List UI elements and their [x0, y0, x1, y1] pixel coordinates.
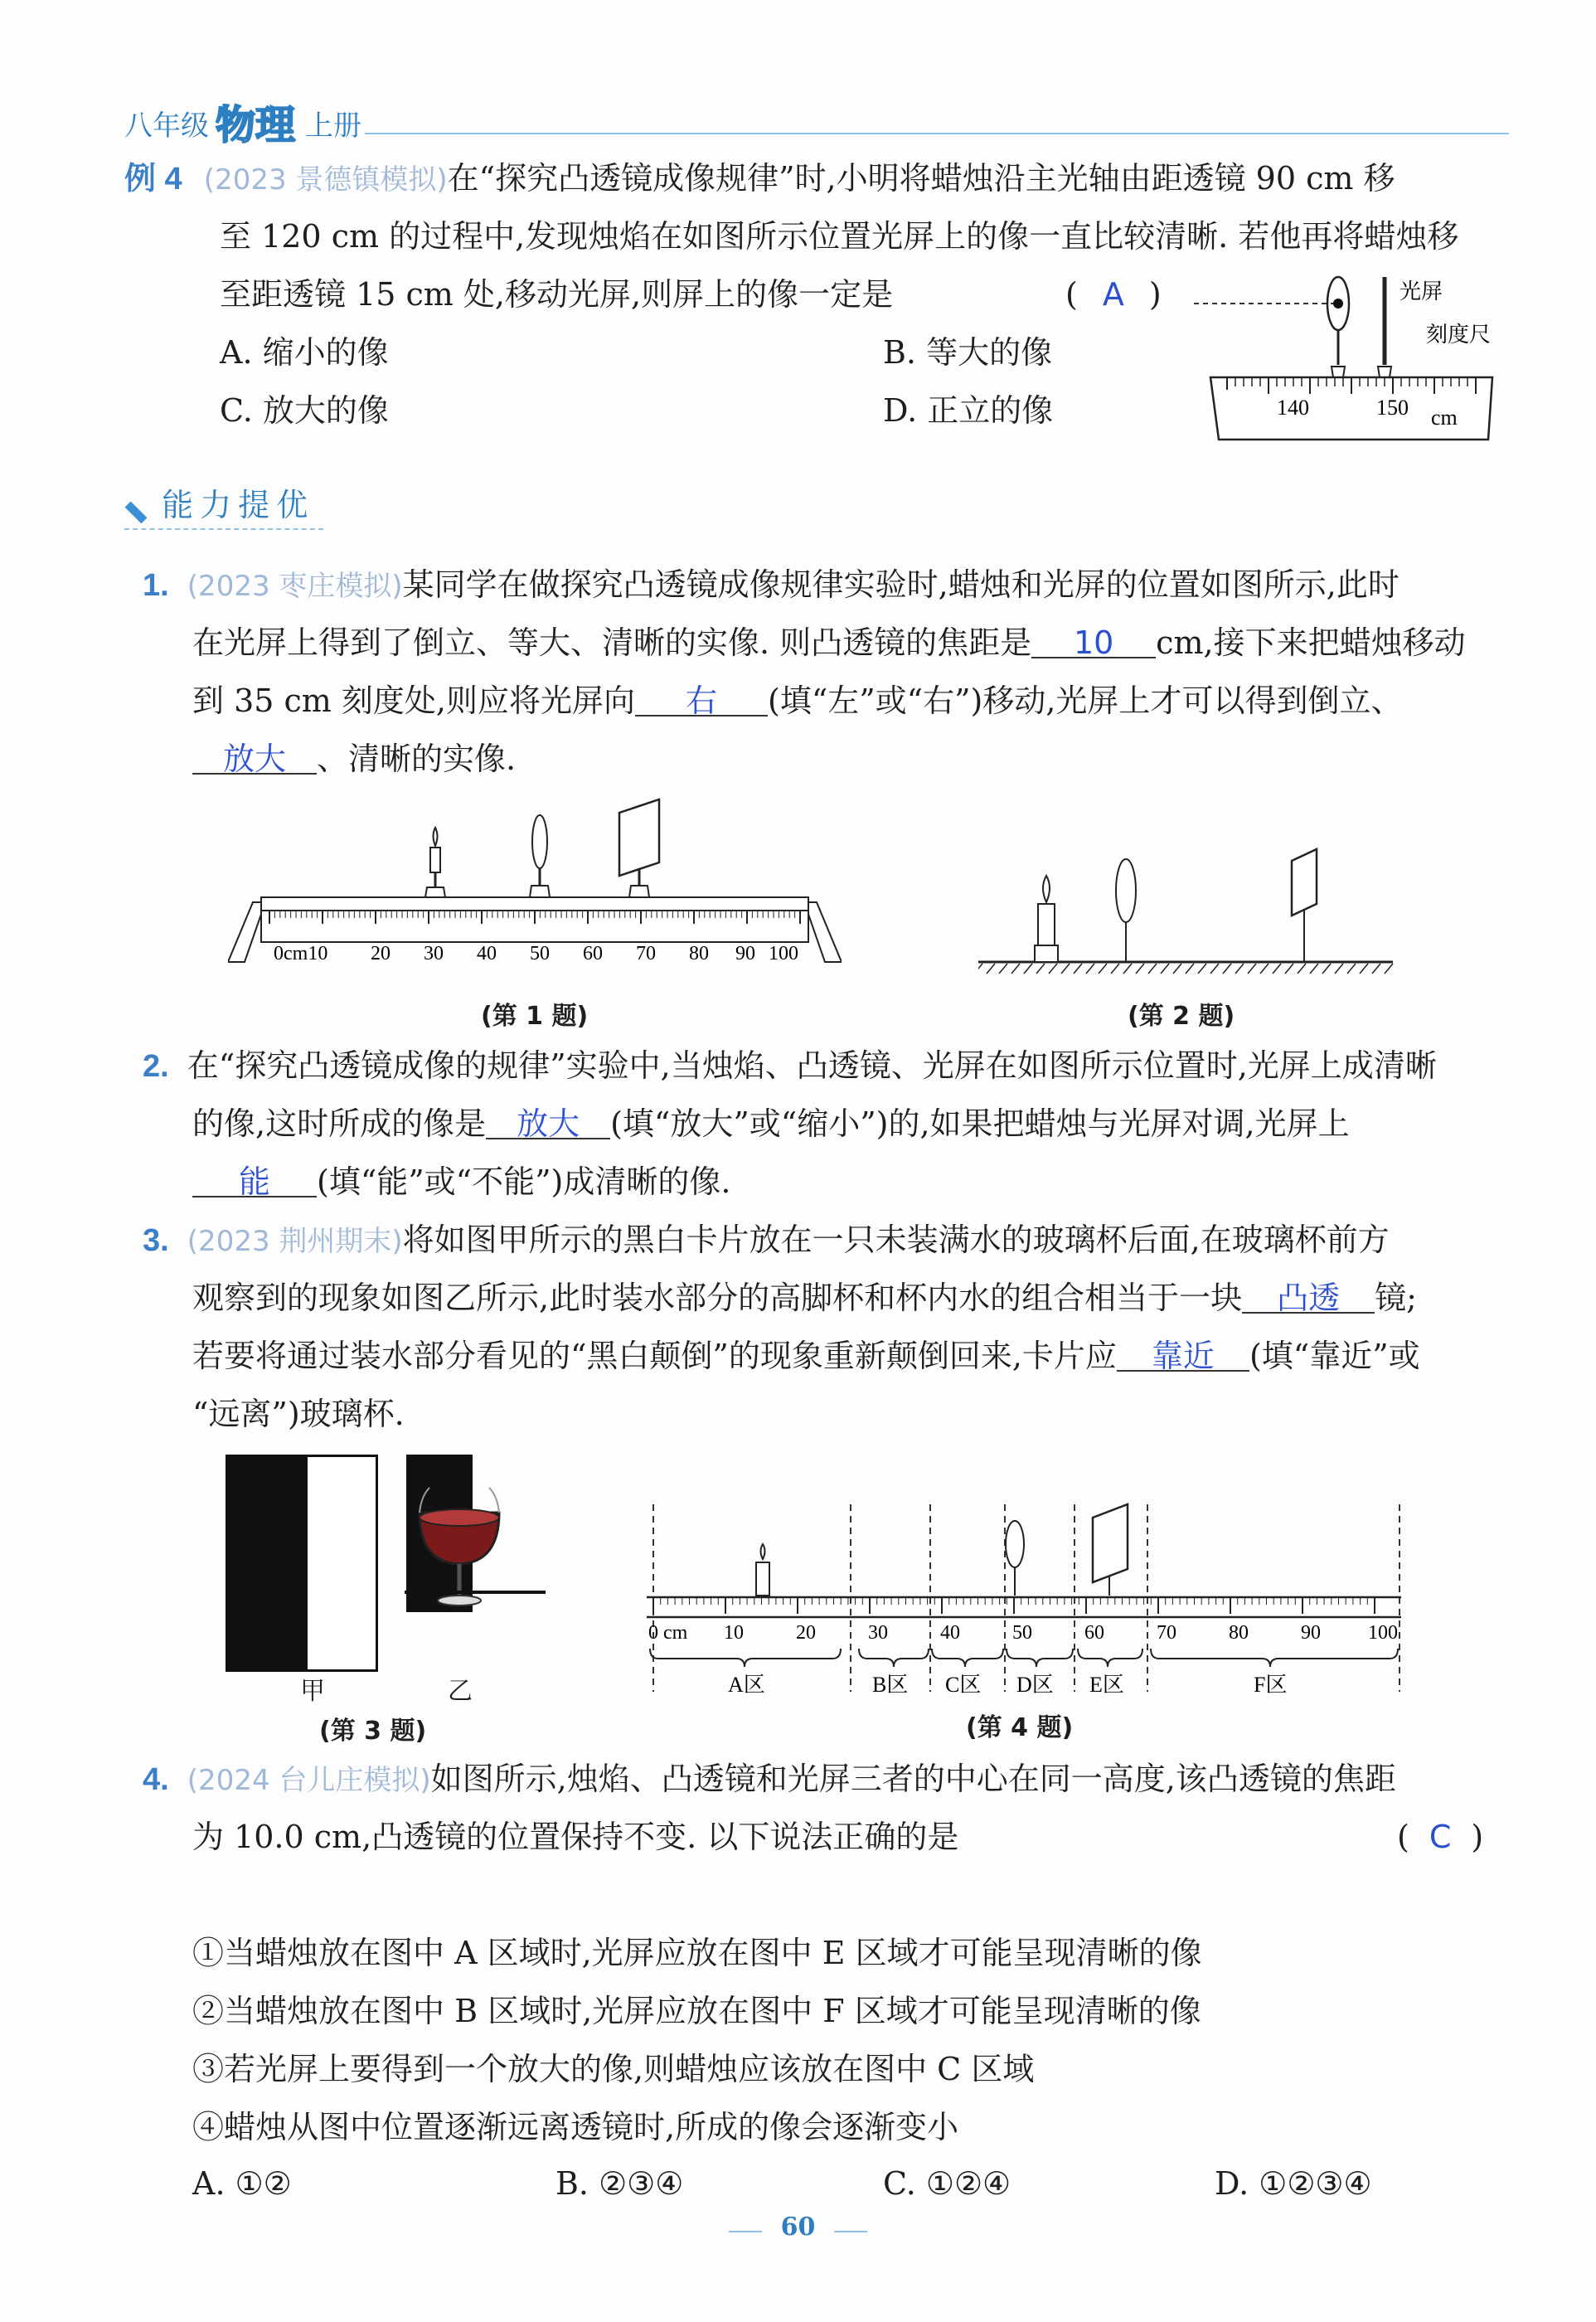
screen-icon: [1292, 849, 1317, 962]
q1-tick: 20: [371, 943, 391, 964]
example4-line2: 至 120 cm 的过程中,发现烛焰在如图所示位置光屏上的像一直比较清晰. 若他再将蜡烛移: [220, 218, 1459, 255]
q4-caption: (第 4 题): [966, 1713, 1074, 1742]
q4-option-b: B. ②③④: [555, 2165, 684, 2202]
q2-text2a: 的像,这时所成的像是: [192, 1105, 487, 1142]
q4-option-c: C. ①②④: [883, 2165, 1011, 2202]
q4-tick: 50: [1012, 1622, 1032, 1644]
q1-tick: 90: [735, 943, 755, 964]
header-subject: 物理: [216, 102, 296, 148]
example4-line1: [124, 160, 1395, 197]
q1-number: 1.: [143, 568, 169, 603]
q2-text2b: (填“放大”或“缩小”)的,如果把蜡烛与光屏对调,光屏上: [610, 1105, 1350, 1142]
q3-line1: [143, 1224, 1390, 1257]
q1-tick: 50: [530, 943, 550, 964]
q1-text1: 某同学在做探究凸透镜成像规律实验时,蜡烛和光屏的位置如图所示,此时: [402, 566, 1400, 603]
lens-icon: [1006, 1521, 1024, 1596]
section-underline: [124, 528, 323, 530]
q3-caption: (第 3 题): [319, 1717, 427, 1746]
q2-line3: [192, 1163, 731, 1200]
q4-line1: [143, 1763, 1396, 1796]
q4-tick: 30: [868, 1622, 888, 1644]
example4-text1: 在“探究凸透镜成像规律”时,小明将蜡烛沿主光轴由距透镜 90 cm 移: [447, 160, 1395, 197]
q1-blank-3: 放大: [192, 745, 317, 775]
q3-line4: “远离”)玻璃杯.: [192, 1396, 405, 1432]
q1-text2b: cm,接下来把蜡烛移动: [1156, 624, 1466, 661]
example4-source: (2023 景德镇模拟): [203, 163, 448, 197]
q4-answer: C: [1429, 1819, 1452, 1855]
candle-icon: [425, 828, 445, 897]
q3-line2: [192, 1282, 1417, 1314]
q1-line2: [192, 624, 1466, 661]
example4-tick-140: 140: [1277, 396, 1309, 420]
q4-tick: 60: [1084, 1622, 1104, 1644]
q1-text3b: (填“左”或“右”)移动,光屏上才可以得到倒立、: [768, 683, 1403, 719]
q4-text1: 如图所示,烛焰、凸透镜和光屏三者的中心在同一高度,该凸透镜的焦距: [430, 1761, 1396, 1797]
page-number: 60: [780, 2213, 816, 2242]
q3-text2b: 镜;: [1375, 1280, 1417, 1316]
page-header: [124, 93, 1509, 148]
page-footer: [0, 2213, 1596, 2242]
glass-scene: [405, 1455, 546, 1612]
header-volume: 上册: [305, 109, 361, 143]
candle-icon: [756, 1544, 769, 1596]
q4-zone-label: D区: [1016, 1673, 1054, 1697]
q3-text3a: 若要将通过装水部分看见的“黑白颠倒”的现象重新颠倒回来,卡片应: [192, 1338, 1117, 1374]
q1-line4: [192, 743, 516, 775]
q2-figure: [978, 838, 1409, 979]
q4-option-a: A. ①②: [192, 2165, 292, 2202]
header-grade: 八年级: [124, 109, 209, 143]
section-header: [124, 479, 323, 530]
q4-answer-box: ( C ): [1397, 1819, 1484, 1855]
example4-option-c: C. 放大的像: [220, 392, 389, 429]
example4-figure: [1186, 265, 1501, 448]
q1-text4b: 、清晰的实像.: [317, 741, 517, 777]
q2-line2: [192, 1105, 1350, 1142]
q2-blank-2: 能: [192, 1168, 317, 1197]
q4-option-d: D. ①②③④: [1215, 2165, 1372, 2202]
q1-source: (2023 枣庄模拟): [187, 570, 403, 603]
q2-line1: [143, 1047, 1437, 1084]
q1-blank-2: 右: [635, 687, 768, 717]
q4-figure: [638, 1493, 1418, 1708]
q1-tick: 70: [636, 943, 656, 964]
example4-tick-150: 150: [1376, 396, 1409, 420]
q2-caption: (第 2 题): [1128, 1002, 1235, 1031]
screen-icon: [1093, 1504, 1128, 1596]
q4-tick: 90: [1301, 1622, 1321, 1644]
q2-blank-1: 放大: [486, 1110, 610, 1139]
q4-tick: 0 cm: [648, 1622, 688, 1644]
header-rule: [365, 133, 1509, 134]
pencil-icon: [125, 501, 148, 523]
ground-hatch: [978, 964, 1393, 974]
q3-fig-b-label: 乙: [448, 1677, 473, 1706]
lens-icon: [1116, 859, 1136, 962]
q2-text3b: (填“能”或“不能”)成清晰的像.: [317, 1163, 731, 1200]
q1-tick: 40: [477, 943, 497, 964]
q2-number: 2.: [143, 1049, 169, 1084]
q3-blank-2: 靠近: [1117, 1342, 1249, 1372]
q4-zone-label: B区: [872, 1673, 909, 1697]
q3-number: 3.: [143, 1223, 169, 1258]
example4-option-b: B. 等大的像: [883, 334, 1053, 371]
q4-zone-label: F区: [1254, 1673, 1288, 1697]
example4-unit: cm: [1431, 406, 1458, 430]
q4-zone-label: E区: [1089, 1673, 1124, 1697]
q1-caption: (第 1 题): [481, 1002, 589, 1031]
example4-answer-box: ( A ): [1065, 276, 1162, 313]
q1-tick: 80: [689, 943, 709, 964]
q4-statement-1: ①当蜡烛放在图中 A 区域时,光屏应放在图中 E 区域才可能呈现清晰的像: [192, 1935, 1202, 1971]
q1-text2a: 在光屏上得到了倒立、等大、清晰的实像. 则凸透镜的焦距是: [192, 624, 1032, 661]
q4-line2: 为 10.0 cm,凸透镜的位置保持不变. 以下说法正确的是: [192, 1819, 959, 1855]
q4-tick: 20: [796, 1622, 816, 1644]
q4-source: (2024 台儿庄模拟): [187, 1764, 431, 1797]
q1-figure: [228, 796, 842, 979]
q3-figure: [224, 1453, 555, 1706]
q3-text3b: (填“靠近”或: [1249, 1338, 1420, 1374]
black-white-card: [226, 1455, 378, 1672]
q1-tick: 100: [769, 943, 798, 964]
q3-source: (2023 荆州期末): [187, 1225, 403, 1258]
example4-ruler-label: 刻度尺: [1426, 323, 1492, 347]
q4-statement-4: ④蜡烛从图中位置逐渐远离透镜时,所成的像会逐渐变小: [192, 2109, 959, 2145]
q3-line3: [192, 1340, 1420, 1372]
q1-tick: 60: [583, 943, 603, 964]
q4-tick: 100: [1368, 1622, 1398, 1644]
example4-option-d: D. 正立的像: [883, 392, 1054, 429]
q4-tick: 80: [1229, 1622, 1249, 1644]
q1-tick: 0cm10: [274, 943, 328, 964]
q3-text2a: 观察到的现象如图乙所示,此时装水部分的高脚杯和杯内水的组合相当于一块: [192, 1280, 1243, 1316]
example4-line3: 至距透镜 15 cm 处,移动光屏,则屏上的像一定是: [220, 276, 894, 313]
q4-ruler-ticks: [653, 1597, 1375, 1614]
q4-statement-3: ③若光屏上要得到一个放大的像,则蜡烛应该放在图中 C 区域: [192, 2051, 1035, 2087]
example4-answer: A: [1102, 276, 1124, 313]
candle-icon: [1035, 876, 1058, 962]
q1-tick: 30: [424, 943, 444, 964]
lens-icon: [530, 815, 550, 897]
q1-line3: [192, 685, 1402, 717]
q3-fig-a-label: 甲: [300, 1677, 325, 1706]
q3-text1: 将如图甲所示的黑白卡片放在一只未装满水的玻璃杯后面,在玻璃杯前方: [402, 1222, 1390, 1258]
q4-zone-label: C区: [945, 1673, 982, 1697]
q4-number: 4.: [143, 1762, 169, 1797]
q1-blank-1: 10: [1031, 629, 1156, 658]
q3-blank-1: 凸透: [1242, 1284, 1375, 1314]
screen-icon: [619, 799, 659, 897]
q4-tick: 70: [1157, 1622, 1176, 1644]
example4-screen-label: 光屏: [1400, 279, 1443, 304]
example4-label: 例 4: [124, 162, 182, 197]
q4-tick: 10: [724, 1622, 744, 1644]
q2-text1: 在“探究凸透镜成像的规律”实验中,当烛焰、凸透镜、光屏在如图所示位置时,光屏上成清晰: [187, 1047, 1437, 1084]
section-title: 能力提优: [162, 487, 315, 523]
q1-line1: [143, 566, 1400, 603]
q1-text3a: 到 35 cm 刻度处,则应将光屏向: [192, 683, 635, 719]
q4-statement-2: ②当蜡烛放在图中 B 区域时,光屏应放在图中 F 区域才可能呈现清晰的像: [192, 1993, 1201, 2029]
example4-option-a: A. 缩小的像: [220, 334, 389, 371]
q4-tick: 40: [940, 1622, 960, 1644]
q4-zone-label: A区: [728, 1673, 765, 1697]
